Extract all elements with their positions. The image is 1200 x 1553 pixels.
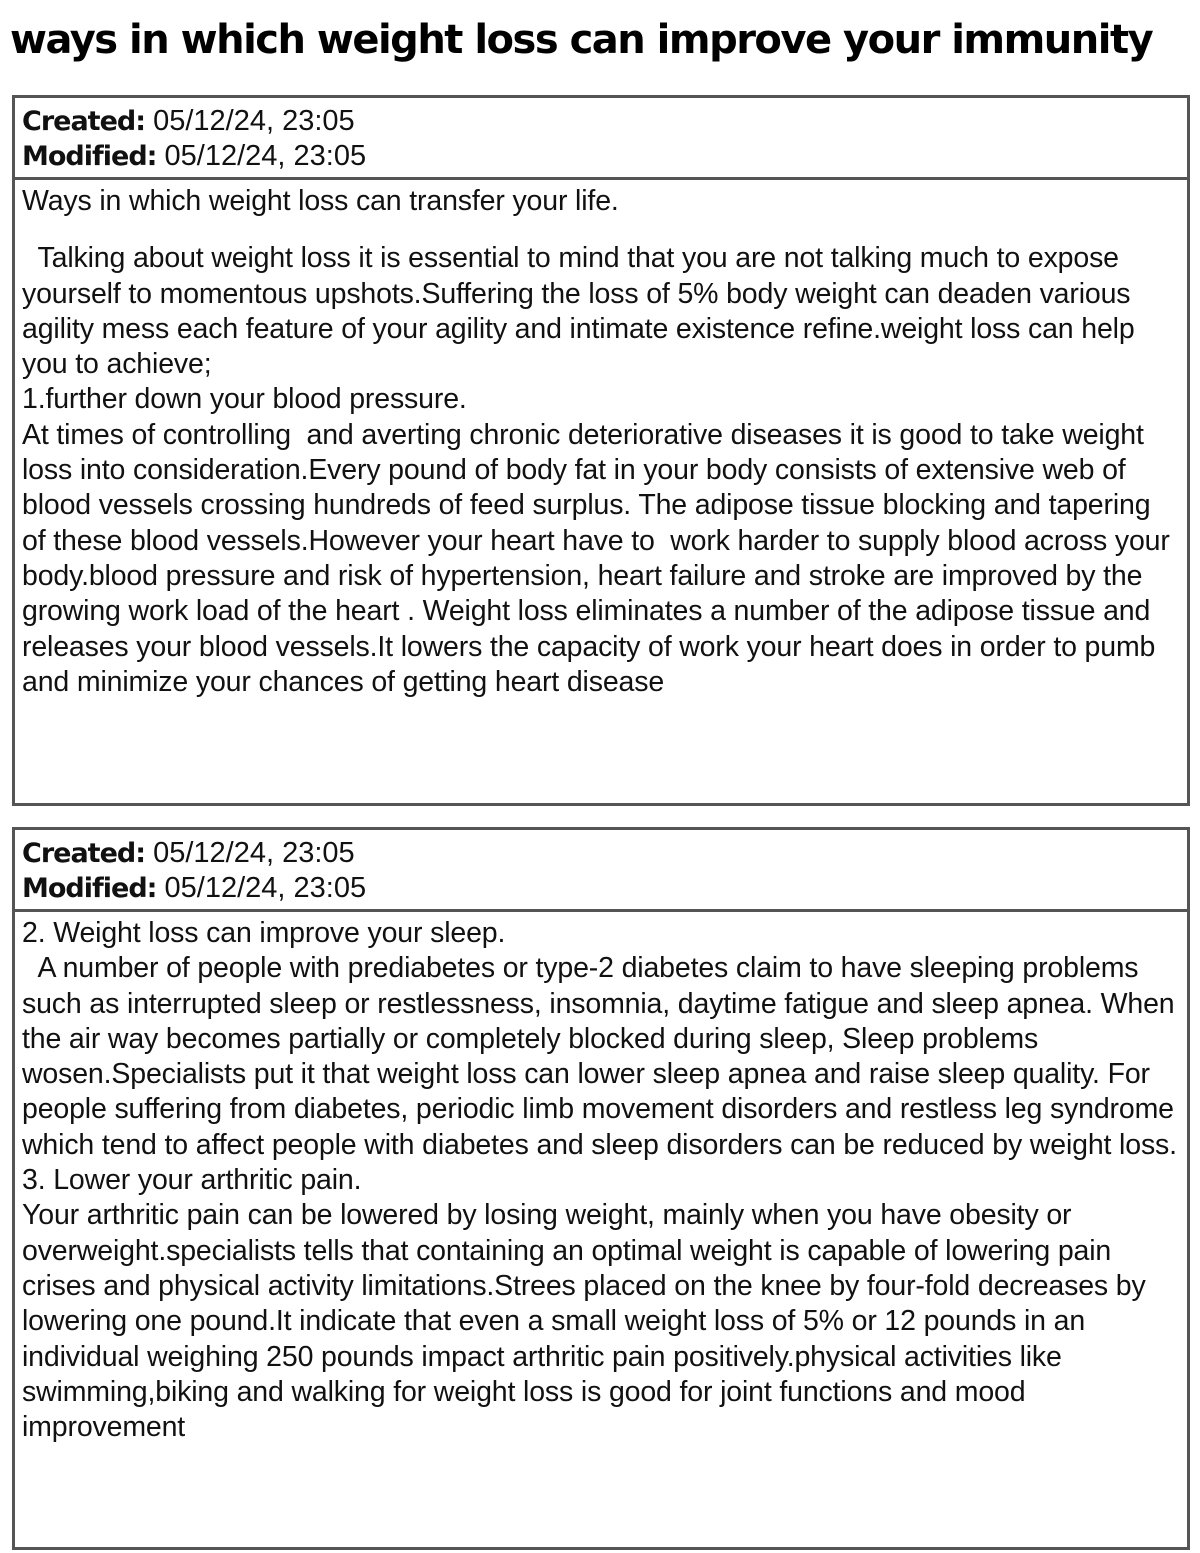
- note-metadata: [15, 98, 1187, 180]
- created-label: Created:: [22, 106, 146, 137]
- created-row: [22, 104, 1187, 139]
- note-body: [15, 912, 1187, 1445]
- page-title: ways in which weight loss can improve your immunity: [10, 17, 1153, 63]
- note-paragraph: 1.further down your blood pressure.: [22, 383, 467, 416]
- created-value: 05/12/24, 23:05: [153, 105, 355, 137]
- note-metadata: [15, 830, 1187, 912]
- modified-value: 05/12/24, 23:05: [164, 140, 367, 172]
- created-label: Created:: [22, 838, 146, 869]
- modified-value: 05/12/24, 23:05: [164, 872, 367, 904]
- modified-row: [22, 871, 1187, 906]
- note-paragraph: A number of people with prediabetes or type-2 diabetes claim to have sleeping problems such as interrupted sleep or restlessness, insomnia, daytime fatigue and sleep apnea. When the air way becomes partially or completely blocked during sleep, Sleep problems wosen.Specialists put it that weight loss can lower sleep apnea and raise sleep quality. For people suffering from diabetes, periodic limb movement disorders and restless leg syndrome which tend to affect people with diabetes and sleep disorders can be reduced by weight loss.: [22, 952, 1183, 1161]
- note-card: [12, 827, 1190, 1550]
- modified-label: Modified:: [22, 873, 157, 904]
- note-card: [12, 95, 1190, 806]
- note-paragraph: At times of controlling and averting chronic deteriorative diseases it is good to take weight loss into consideration.Every pound of body fat in your body consists of extensive web of blood vessels crossing hundreds of feed surplus. The adipose tissue blocking and tapering of these blood vessels.However your heart have to work harder to supply blood across your body.blood pressure and risk of hypertension, heart failure and stroke are improved by the growing work load of the heart . Weight loss eliminates a number of the adipose tissue and releases your blood vessels.It lowers the capacity of work your heart does in order to pumb and minimize your chances of getting heart disease: [22, 418, 1178, 698]
- note-paragraph: Talking about weight loss it is essential to mind that you are not talking much to expose yourself to momentous upshots.Suffering the loss of 5% body weight can deaden various agility mess each feature of your agility and intimate existence refine.weight loss can help you to achieve;: [22, 242, 1143, 381]
- created-row: [22, 836, 1187, 871]
- note-paragraph: Your arthritic pain can be lowered by losing weight, mainly when you have obesity or overweight.specialists tells that containing an optimal weight is capable of lowering pain crises and physical activity limitations.Strees placed on the knee by four-fold decreases by lowering one pound.It indicate that even a small weight loss of 5% or 12 pounds in an individual weighing 250 pounds impact arthritic pain positively.physical activities like swimming,biking and walking for weight loss is good for joint functions and mood improvement: [22, 1199, 1154, 1444]
- note-body: [15, 180, 1187, 700]
- modified-row: [22, 139, 1187, 174]
- modified-label: Modified:: [22, 141, 157, 172]
- note-paragraph: Ways in which weight loss can transfer your life.: [22, 185, 619, 217]
- note-paragraph: 3. Lower your arthritic pain.: [22, 1164, 362, 1197]
- note-paragraph: 2. Weight loss can improve your sleep.: [22, 917, 506, 949]
- created-value: 05/12/24, 23:05: [153, 837, 355, 869]
